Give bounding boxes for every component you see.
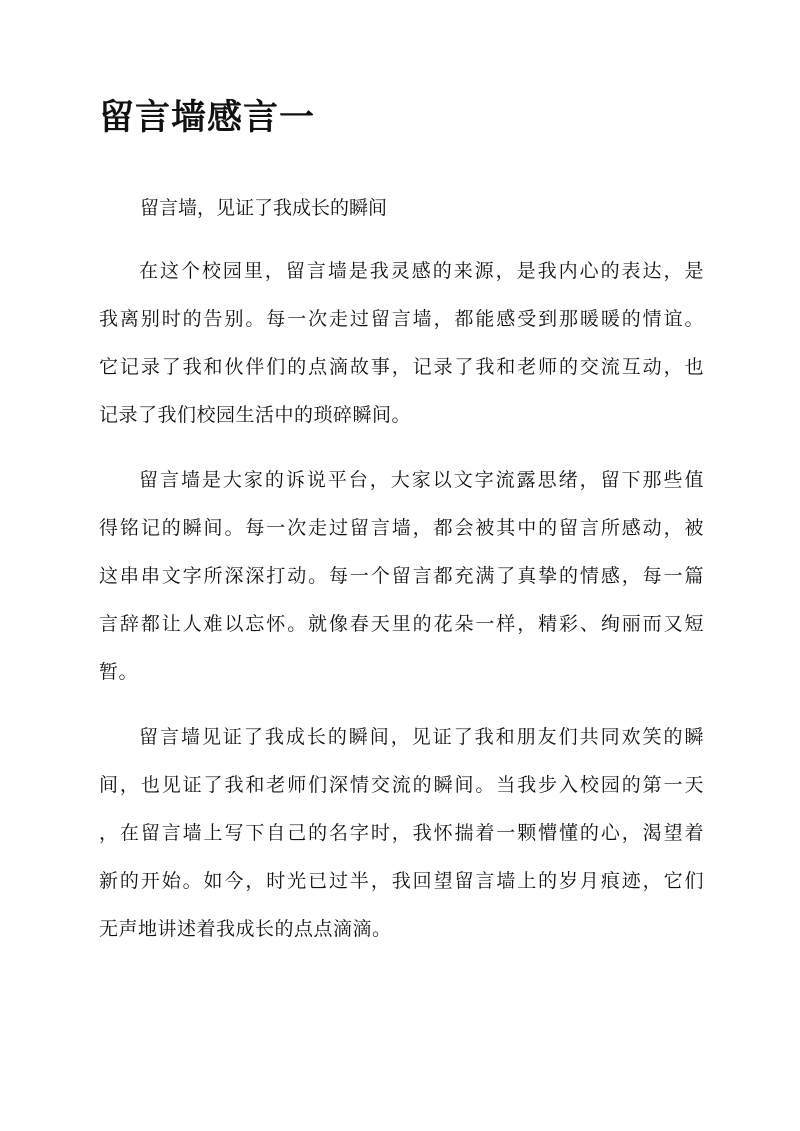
paragraph-line: 无声地讲述着我成长的点点滴滴。 <box>99 918 392 940</box>
paragraph-line: 留言墙是大家的诉说平台，大家以文字流露思绪，留下那些值 <box>139 469 704 491</box>
paragraph-line: 新的开始。如今，时光已过半，我回望留言墙上的岁月痕迹，它们 <box>99 870 704 892</box>
paragraph-2 <box>99 456 704 696</box>
paragraph-line: 我离别时的告别。每一次走过留言墙，都能感受到那暖暖的情谊。 <box>99 308 704 330</box>
paragraph-line: 得铭记的瞬间。每一次走过留言墙，都会被其中的留言所感动，被 <box>99 517 704 539</box>
paragraph-3 <box>99 713 704 953</box>
paragraph-line: 在这个校园里，留言墙是我灵感的来源，是我内心的表达，是 <box>139 260 704 282</box>
paragraph-line: 间，也见证了我和老师们深情交流的瞬间。当我步入校园的第一天 <box>99 774 704 796</box>
paragraph-line: ，在留言墙上写下自己的名字时，我怀揣着一颗懵懂的心，渴望着 <box>99 822 704 844</box>
document-title: 留言墙感言一 <box>99 97 316 138</box>
paragraph-1 <box>99 247 704 439</box>
paragraph-line: 言辞都让人难以忘怀。就像春天里的花朵一样，精彩、绚丽而又短 <box>99 613 704 635</box>
document-subtitle: 留言墙，见证了我成长的瞬间 <box>140 197 388 219</box>
paragraph-line: 这串串文字所深深打动。每一个留言都充满了真挚的情感，每一篇 <box>99 565 704 587</box>
paragraph-line: 暂。 <box>99 661 139 683</box>
paragraph-line: 记录了我们校园生活中的琐碎瞬间。 <box>99 404 412 426</box>
paragraph-line: 留言墙见证了我成长的瞬间，见证了我和朋友们共同欢笑的瞬 <box>139 726 704 748</box>
paragraph-line: 它记录了我和伙伴们的点滴故事，记录了我和老师的交流互动，也 <box>99 356 704 378</box>
